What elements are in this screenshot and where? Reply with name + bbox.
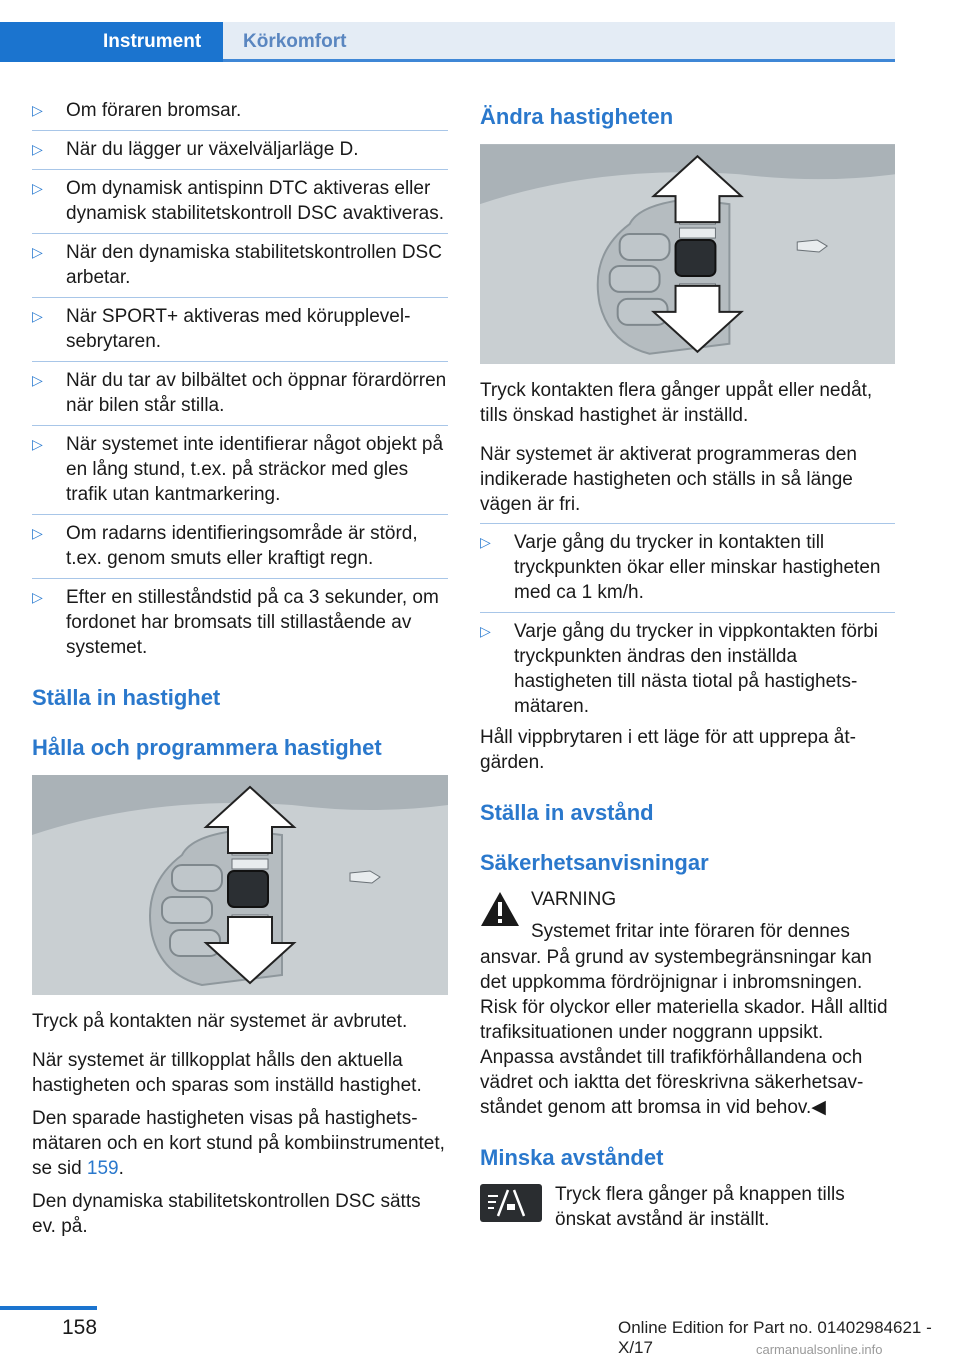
list-item: ▷ Varje gång du trycker in vippkontakten förbi tryckpunkten ändras den inställda hastigheten till nästa tiotal på hastighetsmätaren.: [480, 621, 879, 717]
divider: [32, 297, 448, 298]
divider: [480, 612, 895, 613]
list-item: ▷ När du lägger ur växelväljarläge D.: [32, 139, 359, 160]
heading-reduce-distance: Minska avståndet: [480, 1145, 664, 1170]
right-column: [480, 103, 895, 1232]
reduce-distance-block: [480, 1182, 895, 1232]
list-item: ▷ Om radarns identifieringsområde är störd, t.ex. genom smuts eller kraftigt regn.: [32, 523, 418, 569]
steering-wheel-illustration-2: [480, 144, 895, 364]
page-number: 158: [62, 1316, 98, 1339]
list-item: ▷ Om dynamisk antispinn DTC aktiveras eller dynamisk stabilitetskontroll DSC avaktiveras.: [32, 178, 445, 224]
divider: [32, 578, 448, 579]
divider: [32, 169, 448, 170]
chapter-tabs: [0, 22, 895, 62]
warning-body: ansvar. På grund av systembegränsningar kan det uppkomma fördröjnignar i inbromsningen. Risk för olyckor eller materiella skador. Håll alltid trafiksituationen under noggrann uppsikt. Anpassa avståndet till trafikförhållandena och vädret och iaktta det föreskrivna säkerhetsavståndet genom att bromsa in vid behov.◀: [480, 947, 888, 1118]
deactivation-list-4: [32, 240, 448, 290]
divider: [32, 233, 448, 234]
warning-block-top: [480, 887, 895, 942]
divider: [32, 130, 448, 131]
paragraph-saved-speed: Den sparade hastigheten visas på hastighetsmätaren och en kort stund på kombiinstrumentet, se sid 159.: [32, 1108, 445, 1179]
distance-button-icon: [480, 1184, 542, 1222]
paragraph-dsc: Den dynamiska stabilitetskontrollen DSC sätts ev. på.: [32, 1191, 421, 1237]
list-item: ▷ Om föraren bromsar.: [32, 100, 242, 121]
heading-change-speed: Ändra hastigheten: [480, 104, 674, 129]
deactivation-list: [32, 98, 448, 123]
steering-wheel-switch-image: [32, 775, 448, 995]
paragraph-press-repeatedly: Tryck kontakten flera gånger uppåt eller nedåt, tills önskad hastighet är inställd.: [480, 380, 873, 426]
warning-title: VARNING: [531, 889, 617, 910]
heading-safety-notes: Säkerhetsanvisningar: [480, 850, 709, 875]
divider: [32, 514, 448, 515]
list-item: ▷ Varje gång du trycker in kontakten till tryckpunkten ökar eller minskar hastigheten med ca 1 km/h.: [480, 532, 881, 603]
deactivation-list-3: [32, 176, 448, 226]
deactivation-list-2: [32, 137, 448, 162]
tab-instrument[interactable]: Instrument: [0, 22, 223, 62]
warning-first-line: Systemet fritar inte föraren för dennes: [531, 921, 850, 942]
deactivation-list-6: [32, 368, 448, 418]
paragraph-system-activated: När systemet är tillkopplat hålls den aktuella hastigheten och sparas som inställd hastighet.: [32, 1050, 422, 1096]
deactivation-list-8: [32, 521, 448, 571]
divider: [32, 361, 448, 362]
page-reference-link[interactable]: 159: [86, 1158, 119, 1179]
paragraph-tap-switch: Tryck på kontakten när systemet är avbrutet.: [32, 1011, 408, 1032]
footer-accent-line: [0, 1306, 97, 1310]
paragraph-hold-switch: Håll vippbrytaren i ett läge för att upprepa åtgärden.: [480, 727, 856, 773]
list-item: ▷ När SPORT+ aktiveras med körupplevelsebrytaren.: [32, 306, 411, 352]
tab-underline: [223, 59, 895, 62]
edition-text: Online Edition for Part no. 01402984621 - X/17: [618, 1318, 932, 1357]
steering-wheel-illustration: [32, 775, 448, 995]
list-item: ▷ När systemet inte identifierar något objekt på en lång stund, t.ex. på sträckor med gles trafik utan kantmarkering.: [32, 434, 444, 505]
divider: [32, 425, 448, 426]
steering-wheel-switch-image-2: [480, 144, 895, 364]
list-item: ▷ När den dynamiska stabilitetskontrollen DSC arbetar.: [32, 242, 442, 288]
left-column: [32, 98, 448, 1239]
heading-set-distance: Ställa in avstånd: [480, 800, 654, 825]
paragraph-programmed: När systemet är aktiverat programmeras den indikerade hastigheten och ställs in så länge vägen är fri.: [480, 444, 857, 515]
adjust-speed-list-2: [480, 619, 895, 719]
tab-korkomfort[interactable]: Körkomfort: [223, 22, 895, 62]
deactivation-list-7: [32, 432, 448, 507]
adjust-speed-list: [480, 530, 895, 605]
list-item: ▷ Efter en stilleståndstid på ca 3 sekunder, om fordonet har bromsats till stillastående av systemet.: [32, 587, 439, 658]
heading-set-speed: Ställa in hastighet: [32, 685, 221, 710]
warning-triangle-icon: [480, 891, 520, 927]
deactivation-list-9: [32, 585, 448, 660]
warning-text-top: [531, 887, 850, 944]
paragraph-reduce-distance: Tryck flera gånger på knappen tills önskat avstånd är inställt.: [555, 1184, 845, 1230]
heading-hold-program-speed: Hålla och programmera hastighet: [32, 735, 382, 760]
divider: [480, 523, 895, 524]
list-item: ▷ När du tar av bilbältet och öppnar förardörren när bilen står stilla.: [32, 370, 447, 416]
watermark-text: carmanualsonline.info: [756, 1342, 883, 1357]
deactivation-list-5: [32, 304, 448, 354]
